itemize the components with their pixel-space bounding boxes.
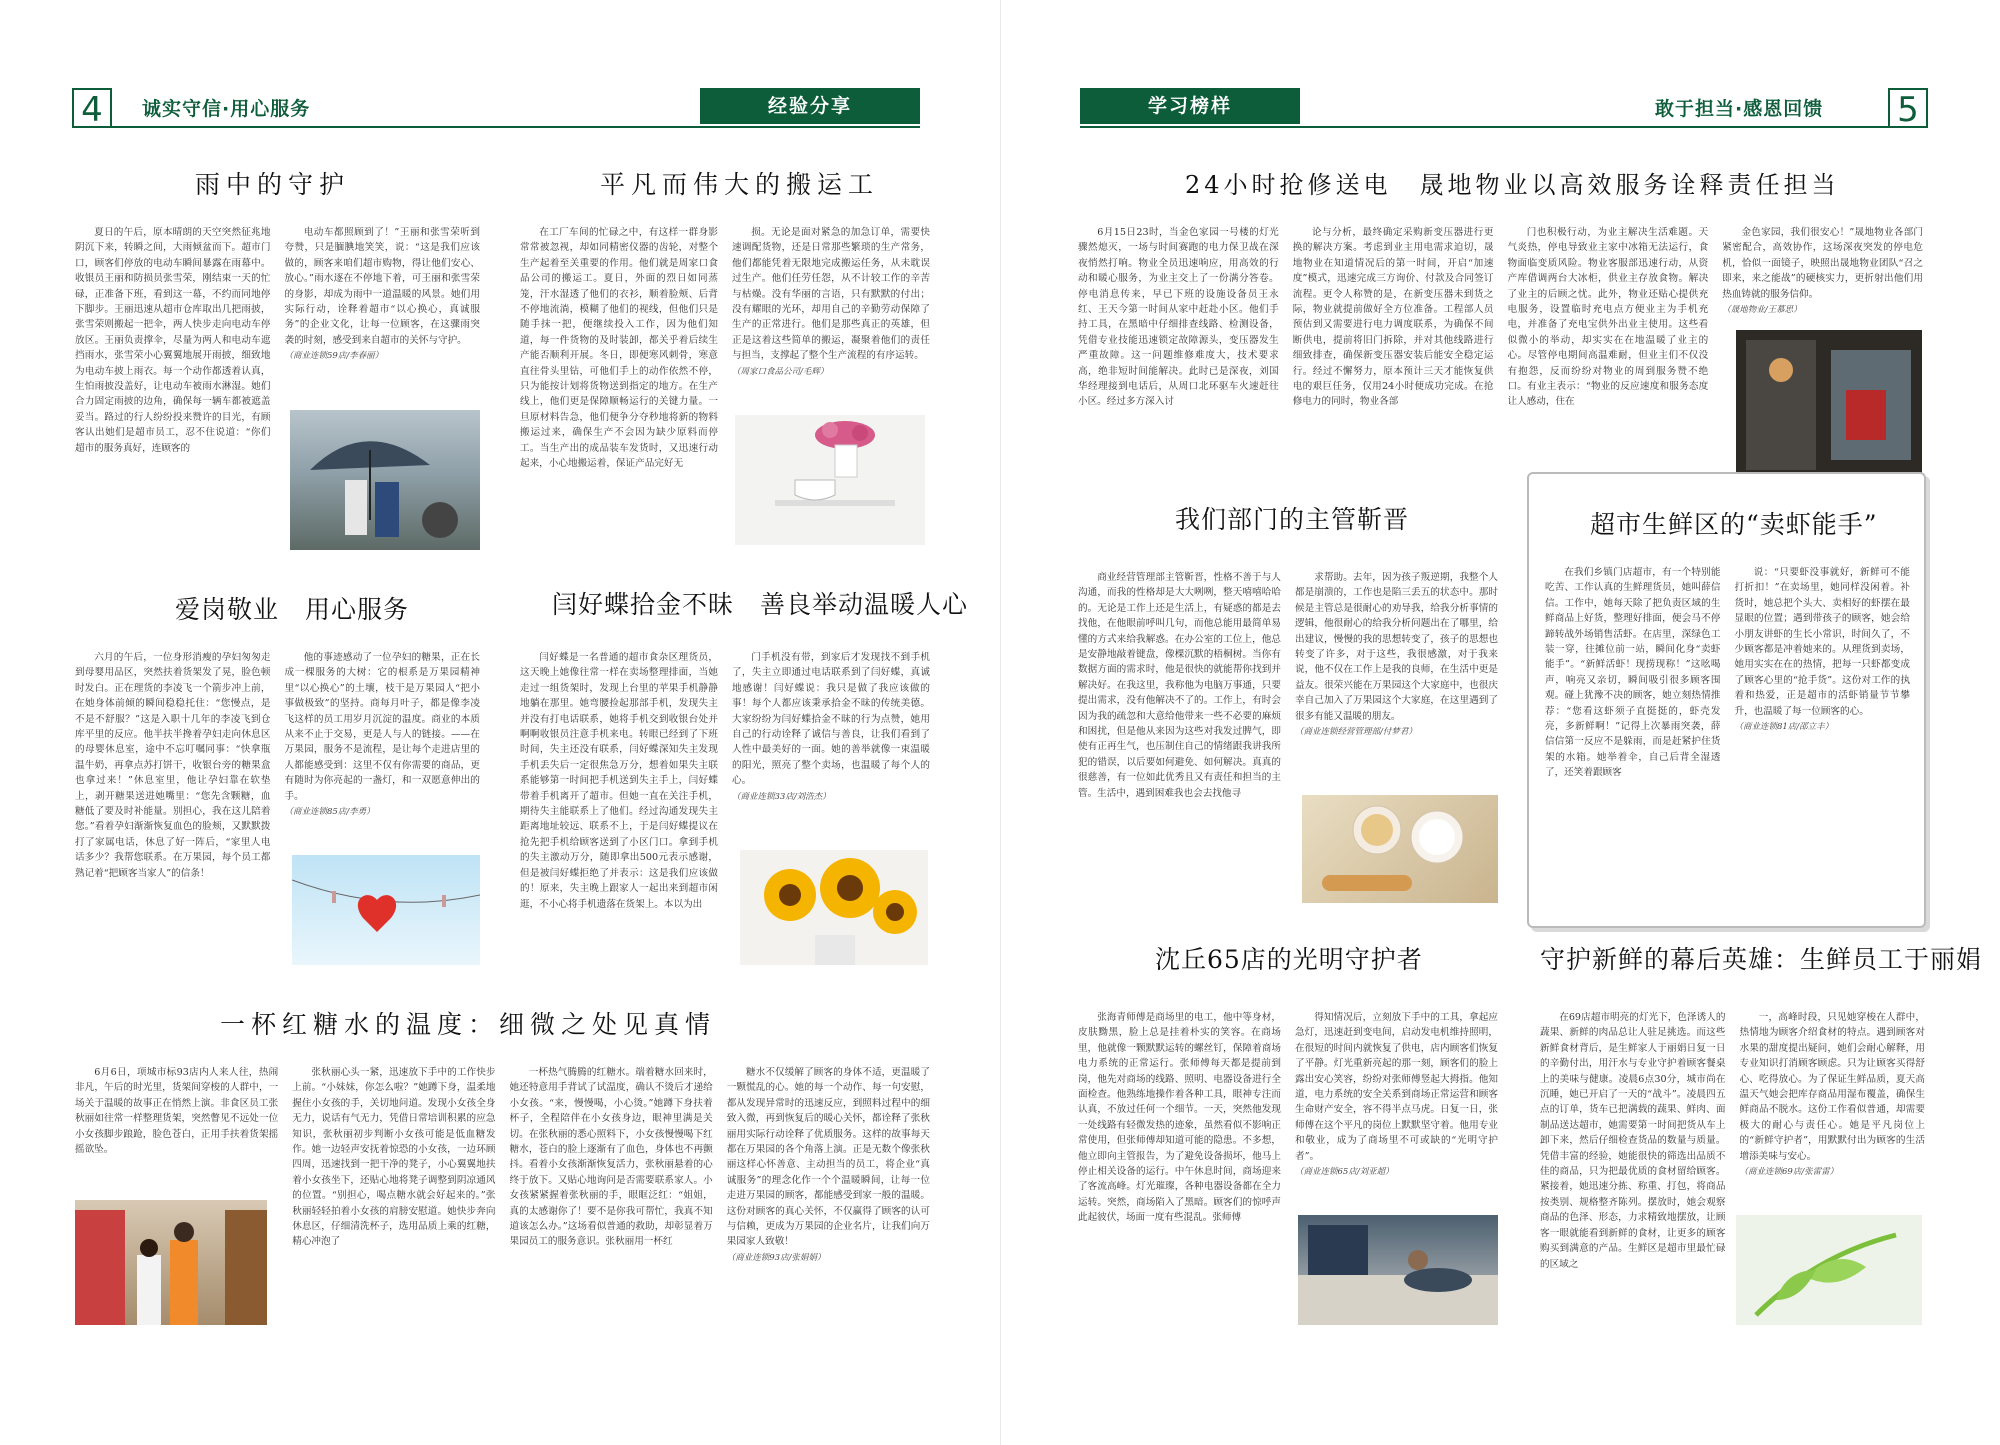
article-body — [1545, 565, 1910, 915]
article-column: 门也积极行动，为业主解决生活难题。天气炎热，停电导致业主家中冰箱无法运行，食物面临变质风险。物业客服部迅速行动，从资产库借调两台大冰柜，供业主存放食物。解决了业主的后顾之忧。此外，物业还贴心提供充电服务，设置临时充电点方便业主为手机充电，并准备了充电宝供外出业主使用。这些看似微小的举动，却实实在在地温暖了业主的心。尽管停电期间高温难耐，但业主们不仅没有抱怨，反而纷纷对物业的周到服务赞不绝口。有业主表示：“物业的反应速度和服务态度让人感动，住在 — [1507, 227, 1709, 408]
food-bowls-photo — [1302, 795, 1498, 903]
article-signature: （晟地物业/王慕思） — [1722, 305, 1802, 316]
article-signature: （商业连锁93店/张娟娟） — [726, 1252, 826, 1263]
header-rule — [112, 126, 920, 128]
article-title: 雨中的守护 — [195, 170, 351, 199]
article-column: 夏日的午后，原本晴朗的天空突然征兆地阴沉下来，转瞬之间，大雨倾盆而下。超市门口，顾客们停放的电动车瞬间暴露在雨幕中。收银员王丽和防损员张雪荣，刚结束一天的忙碌，正准备下班，看到这一幕，不约而同地停下脚步。王丽迅速从超市仓库取出几把雨披，张雪荣则搬起一把伞，两人快步走向电动车停放区。王丽负责撑伞，尽量为两人和电动车遮挡雨水，张雪荣小心翼翼地展开雨披，细致地为电动车披上雨衣。每一个动作都透着认真，生怕雨披没盖好，让电动车被雨水淋湿。她们合力固定雨披的边角，确保每一辆车都被遮盖妥当。路过的行人纷纷投来赞许的目光，有顾客认出她们是超市员工，忍不住说道：“你们超市的服务真好，连顾客的 — [75, 227, 271, 454]
article-signature: （商业连锁81店/邵立丰） — [1734, 722, 1834, 733]
article-column: 商业经营管理部主管靳晋，性格不善于与人沟通，而我的性格却是大大咧咧，整天嘻嘻哈哈的。无论是工作上还是生活上，有疑惑的都是去找他，在他眼前呼叫几句，而他总能用最简单易懂的方式来给我解惑。在办公室的工位上，他总是安静地敲着键盘，像棵沉默的梧桐树。当你有数据方面的需求时，他是很快的就能帮你找到并解决好。在我这里，我称他为电脑万事通，只要提出需求，没有他解决不了的。工作上，有时会因为我的疏忽和大意给他带来一些不必要的麻烦和困扰，但是他从来因为这些对我发过脾气，即使有正再生气，也压制住自己的情绪跟我讲我所犯的错误，以后要如何避免、如何解决。真真的很慈善，有一位如此优秀且又有责任和担当的主管。生活中，遇到困难我也会去找他寻 — [1078, 572, 1281, 799]
article-column: 在69店超市明亮的灯光下，色泽诱人的蔬果、新鲜的肉品总让人驻足挑选。而这些新鲜食材背后，是生鲜家人于丽娟日复一日的辛勤付出，用汗水与专业守护着顾客餐桌上的美味与健康。凌晨6点30分，城市尚在沉睡，她已开启了一天的“战斗”。凌晨四五点的订单，货车已把满载的蔬果、鲜肉、面制品送达超市，她需要第一时间把货从车上卸下来，然后仔细检查货品的数量与质量。凭借丰富的经验，她能很快的筛选出品质不佳的商品，只为把最优质的食材留给顾客。紧接着，她迅速分拣、称重、打包，将商品按类别、规格整齐陈列。摆放时，她会观察商品的色泽、形态，力求精致地摆放，让顾客一眼就能看到新鲜的食材，让更多的顾客购买到满意的产品。生鲜区是超市里最忙碌的区域之 — [1540, 1012, 1726, 1270]
article-column: 在工厂车间的忙碌之中，有这样一群身影常常被忽视，却如同精密仪器的齿轮，对整个生产起着至关重要的作用。他们就是周家口食品公司的搬运工。夏日，外面的烈日如同蒸笼，汗水湿透了他们的衣衫，顺着脸颊、后背不停地流淌，模糊了他们的视线，但他们只是随手抹一把，便继续投入工作，因为他们知道，每一件货物的及时装卸，都关乎着后续生产能否顺利开展。冬日，即便寒风刺骨，寒意直往骨头里钻，可他们手上的动作依然不停，只为能按计划将货物送到指定的地方。在生产线上，他们更是保障顺畅运行的关键力量。一旦原材料告急，他们便争分夺秒地将新的物料搬运过来，确保生产不会因为缺少原料而停工。当生产出的成品装车发货时，又迅速行动起来，小心地搬运着，保证产品完好无 — [520, 227, 718, 470]
article-column: 闫好蝶是一名普通的超市食杂区理货员，这天晚上她像往常一样在卖场整理排面，当她走过一组货架时，发现上台里的苹果手机静静地躺在那里。她弯腰捡起那部手机，发现失主并没有打电话联系，她将手机交到收银台处并啊啊收银员注意手机来电。转眼已经到了下班时间，失主还没有联系，闫好蝶深知失主发现手机丢失后一定很焦急万分，想着如果失主联系能够第一时间把手机送到失主手上，闫好蝶带着手机离开了超市。但她一直在关注手机，期待失主能联系上了他们。经过沟通发现失主距离地址较远、联系不上，于是闫好蝶提议在抢先把手机给顾客送到了小区门口。拿到手机的失主激动万分，随即拿出500元表示感谢，但是被闫好蝶拒绝了并表示：这是我们应该做的！原来，失主晚上跟家人一起出来到超市闲逛，不小心将手机遗落在货架上。本以为出 — [520, 652, 718, 910]
page-slogan: 诚实守信·用心服务 — [142, 98, 311, 120]
section-tag: 经验分享 — [700, 88, 920, 124]
article-column: 得知情况后，立刻放下手中的工具，拿起应急灯，迅速赶到变电间，启动发电机维持照明，在很短的时间内就恢复了供电，店内顾客们恢复了平静。灯光重新亮起的那一刻，顾客们的脸上露出安心笑容，纷纷对张师傅竖起大拇指。他知道，电力系统的安全关系到商场正常运营和顾客生命财产安全，容不得半点马虎。日复一日，张师傅在这个平凡的岗位上默默坚守着。他用专业和敬业，成为了商场里不可或缺的“光明守护者”。 （商业连锁65店/刘亚超） — [1295, 1012, 1498, 1178]
article-signature: （周家口食品公司/毛辉） — [732, 366, 829, 377]
article-column: 金色家园，我们很安心！”晟地物业各部门紧密配合，高效协作，这场深夜突发的停电危机，恰似一面镜子，映照出晟地物业团队“召之即来，来之能战”的硬核实力，更折射出他们用热血铸就的服务信仰。 （晟地物业/王慕思） — [1722, 227, 1923, 316]
green-sprout-photo — [1736, 1215, 1922, 1325]
article-title: 爱岗敬业 用心服务 — [175, 595, 410, 624]
article-column: 六月的午后，一位身形消瘦的孕妇匆匆走到母婴用品区，突然扶着货架发了晃，脸色顿时发白。正在理货的李凌飞一个箭步冲上前，在她身体前倾的瞬间稳稳托住：“您慢点，是不是不舒服？”这是入职十几年的李凌飞到仓库平里的反应。他半扶半搀着孕妇走向休息区的母婴休息室，途中不忘叮嘱同事：“快拿瓶温牛奶，再拿点苏打饼干，收银台旁的糖果盒也拿过来！”休息室里，他让孕妇靠在软垫上，剥开糖果送进她嘴里：“您先含颗糖，血糖低了要及时补能量。别担心，我在这儿陪着您。”看着孕妇渐渐恢复血色的脸颊，又默默拨打了家属电话，休息了好一阵后，“家里人电话多少？我帮您联系。在万果园，每个员工都熟记着“把顾客当家人”的信条！ — [75, 652, 271, 879]
article-title: 平凡而伟大的搬运工 — [600, 170, 880, 199]
article-signature: （商业连锁85店/李勇） — [284, 807, 375, 818]
article-column: 一杯热气腾腾的红糖水。端着糖水回来时，她还特意用手背试了试温度，确认不烫后才递给小女孩。“来，慢慢喝，小心烫。”她蹲下身扶着杯子，全程陪伴在小女孩身边，眼神里满是关切。在张秋丽的悉心照料下，小女孩慢慢喝下红糖水，苍白的脸上逐渐有了血色，身体也不再颤抖。看着小女孩渐渐恢复活力，张秋丽悬着的心终于放下。又贴心地询问是否需要联系家人。小女孩紧紧握着张秋丽的手，眼眶泛红：“姐姐，真的太感谢你了！要不是你我可帮忙，我真不知道该怎么办。”这场看似普通的救助，却彰显着万果园员工的服务意识。张秋丽用一杯红 — [509, 1067, 713, 1248]
page-number: 4 — [72, 88, 112, 128]
right-page — [1000, 0, 2000, 1445]
article-title: 超市生鲜区的“卖虾能手” — [1590, 510, 1878, 539]
article-column: 张秋丽心头一紧，迅速放下手中的工作快步上前。“小妹妹，你怎么啦？”她蹲下身，温柔地握住小女孩的手，关切地问道。发现小女孩全身无力，说话有气无力，凭借日常培训积累的应急知识，张秋丽初步判断小女孩可能是低血糖发作。她一边轻声安抚着惊恐的小女孩，一边环顾四周，迅速找到一把干净的凳子，小心翼翼地扶着小女孩坐下，还贴心地将凳子调整到阴凉通风的位置。“别担心，喝点糖水就会好起来的。”张秋丽轻轻拍着小女孩的肩膀安慰道。她快步奔向休息区，仔细清洗杯子，选用品质上乘的红糖，精心冲泡了 — [292, 1067, 496, 1248]
flower-cup-photo — [735, 415, 925, 545]
article-column: 6月6日，项城市标93店内人来人往，热闹非凡，午后的时光里，货架间穿梭的人群中，一场关于温暖的故事正在悄然上演。非食区员工张秋丽如往常一样整理货架，突然瞥见不远处一位小女孩脚步踉跄，脸色苍白，正用手扶着货架摇摇欲坠。 — [75, 1067, 279, 1156]
article-column: 损。无论是面对紧急的加急订单，需要快速调配货物，还是日常那些繁琐的生产常务，他们都能凭着无限地完成搬运任务，从未耽误过生产。他们任劳任怨，从不计较工作的辛苦与枯燥。没有华丽的言语，只有默默的付出；没有耀眼的光环，却用自己的辛勤劳动保障了生产的正常进行。他们是那些真正的英雄，但正是这着这些简单的搬运，凝聚着他们的责任与担当，支撑起了整个生产流程的有序运转。 （周家口食品公司/毛辉） — [732, 227, 930, 377]
article-signature: （商业连锁33店/刘浩杰） — [732, 791, 831, 802]
article-column: 6月15日23时，当金色家园一号楼的灯光骤然熄灭，一场与时间赛跑的电力保卫战在深夜悄然打响。物业全员迅速响应，用高效的行动和暖心服务，为业主交上了一份满分答卷。停电消息传来，早已下班的设施设备员王永红、王天今第一时间从家中赶赴小区。他们手持工具，在黑暗中仔细排查线路、检测设备，凭借专业技能迅速锁定故障源头，变压器发生严重故障。这一问题维修难度大，技术要求高，绝非短时间能解决。此时已是深夜，刘国华经理接到电话后，从周口北环驱车火速赶往小区。经过多方深入讨 — [1078, 227, 1279, 408]
article-column: 求帮助。去年，因为孩子叛逆期，我整个人都是崩溃的，工作也是陷三丢五的状态中。那时候是主管总是很耐心的劝导我，给我分析事情的逻辑，他很耐心的给我分析问题出在了哪里，给出建议，慢慢的我的思想转变了，孩子的思想也转变了许多，对于这些，我很感激，对于我来说，他不仅在工作上是我的良师，在生活中更是益友。很荣兴能在万果园这个大家庭中，也很庆幸自己加入了万果园这个大家庭，在这里遇到了很多有能又温暖的朋友。 （商业连锁经营管理部/付梦君） — [1295, 572, 1498, 738]
electrician-work-photo — [1298, 1215, 1498, 1325]
transformer-repair-photo — [1736, 330, 1922, 480]
article-title: 24小时抢修送电 晟地物业以高效服务诠释责任担当 — [1185, 171, 1840, 199]
page-number: 5 — [1888, 88, 1928, 128]
rain-umbrella-photo — [290, 410, 480, 550]
article-column: 门手机没有带，到家后才发现找不到手机了，失主立即通过电话联系到了闫好蝶，真诚地感谢！闫好蝶说：我只是做了我应该做的事！每个人都应该秉承拾金不昧的传统美德。大家纷纷为闫好蝶拾金不昧的行为点赞，她用自己的行动诠释了诚信与善良，让我们看到了人性中最美好的一面。她的善举就像一束温暖的阳光，照亮了整个卖场，也温暖了每个人的心。 （商业连锁33店/刘浩杰） — [732, 652, 930, 802]
article-signature: （商业连锁65店/刘亚超） — [1295, 1167, 1394, 1178]
article-column: 他的事迹感动了一位孕妇的糖果，正在长成一棵服务的大树：它的根系是万果园精神里“以心换心”的土壤，枝干是万果园人“把小事做极致”的坚持。商每月叶子，都是像李凌飞这样的员工用岁月沉淀的温度。商业的本质从来不止于交易，更是人与人的链接。——在万果园，服务不是流程，是让每个走进店里的人都能感受到：这里不仅有你需要的商品，更有随时为你亮起的一盏灯，和一双愿意伸出的手。 （商业连锁85店/李勇） — [284, 652, 480, 818]
article-signature: （商业连锁59店/李春丽） — [284, 351, 384, 362]
article-column: 一，高峰时段，只见她穿梭在人群中，热情地为顾客介绍食材的特点。遇到顾客对水果的甜度提出疑问，她们会耐心解释，用专业知识打消顾客顾虑。只为让顾客买得舒心、吃得放心。为了保证生鲜品质，夏天高温天气她会把库存商品用湿布覆盖，确保生鲜商品不脱水。这份工作看似普通，却需要极大的耐心与责任心。她是平凡岗位上的“新鲜守护者”，用默默付出为顾客的生活增添美味与安心。 （商业连锁69店/张雷雷） — [1739, 1012, 1925, 1178]
section-tag: 学习榜样 — [1080, 88, 1300, 124]
article-column: 张海青师傅是商场里的电工，他中等身材，皮肤黝黑，脸上总是挂着朴实的笑容。在商场里，他就像一颗默默运转的螺丝钉，保障着商场电力系统的正常运行。张师傅每天都是提前到岗，他先对商场的线路、照明、电器设备进行全面检查。他熟练地操作着各种工具，眼神专注而认真，不放过任何一个细节。一天，突然他发现一处线路有轻微发热的迹象，虽然看似不影响正常使用，但张师傅却知道可能的隐患。不多想，他立即向主管报告，为了避免设备损坏，他马上停止相关设备的运行。中午休息时间，商场迎来了客流高峰。灯光璀璨，各种电器设备都在全力运转。突然，商场陷入了黑暗。顾客们的惊呼声此起彼伏，场面一度有些混乱。张师傅 — [1078, 1012, 1281, 1224]
sunflower-photo — [740, 850, 928, 965]
article-column: 论与分析，最终确定采购新变压器进行更换的解决方案。考虑到业主用电需求迫切，晟地物业在知道情况后的第一时间，开启“加速度”模式，迅速完成三方询价、付款及合同签订流程。更令人称赞的是，在新变压器未到货之际，物业就提前做好全方位准备。工程部人员预估到又需要进行电力调度联系，为确保不间断供电，提前将旧门拆除，并对其他线路进行细致排查，确保新变压器安装后能安全稳定运行。经过不懈努力，原本预计三天才能恢复供电的艰巨任务，仅用24小时便成功完成。在抢修电力的同时，物业各部 — [1292, 227, 1494, 408]
article-column: 在我们乡镇门店超市，有一个特别能吃苦、工作认真的生鲜理货员，她叫薛信信。工作中，她每天除了把负责区域的生鲜商品上好货，整理好排面，便会马不停蹄转战外场销售活虾。在店里，深绿色工装一穿，往摊位前一站，瞬间化身“卖虾能手”。“新鲜活虾！现捞现称！”这吆喝声，响亮又亲切，瞬间吸引很多顾客围观。碰上犹豫不决的顾客，她立刻热情推荐：“您看这虾须子直挺挺的，虾壳发亮，多新鲜啊！”记得上次暴雨突袭，薛信信第一反应不是躲雨，而是赶紧护住货架的水箱。她举着伞，自己后背全湿透了，还笑着跟顾客 — [1545, 567, 1721, 779]
article-signature: （商业连锁经营管理部/付梦君） — [1295, 727, 1417, 738]
store-aisle-photo — [75, 1200, 267, 1325]
article-title: 一杯红糖水的温度：细微之处见真情 — [220, 1010, 717, 1039]
article-title: 闫好蝶拾金不昧 善良举动温暖人心 — [552, 590, 969, 619]
page-slogan: 敢于担当·感恩回馈 — [1655, 98, 1824, 120]
article-column: 糖水不仅缓解了顾客的身体不适，更温暖了一颗慌乱的心。她的每一个动作、每一句安慰，都从发现异常时的迅速反应，到照料过程中的细致入微，再到恢复后的暖心关怀，都诠释了张秋丽用实际行动诠释了优质服务。这样的故事每天都在万果园的各个角落上演。正是无数个像张秋丽这样心怀善意、主动担当的员工，将企业“真诚服务”的理念化作一个个温暖瞬间，让每一位走进万果园的顾客，都能感受到家一般的温暖。这份对顾客的真心关怀，不仅赢得了顾客的认可与信赖，更成为万果园的企业名片，让我们向万果园家人致敬！ （商业连锁93店/张娟娟） — [726, 1067, 930, 1263]
article-column: 说：“只要虾没事就好，新鲜可不能打折扣！”在卖场里，她同样没闲着。补货时，她总把个头大、卖相好的虾摆在最显眼的位置；遇到带孩子的顾客，她会给小朋友讲虾的生长小常识，时间久了，不少顾客都是冲着她来的。从理货到卖场，她用实实在在的热情，把每一只虾都变成了顾客心里的“抢手货”。这份对工作的执着和热爱，正是超市的活虾销量节节攀升，也温暖了每一位顾客的心。 （商业连锁81店/邵立丰） — [1734, 567, 1910, 733]
article-signature: （商业连锁69店/张雷雷） — [1739, 1167, 1839, 1178]
article-title: 守护新鲜的幕后英雄：生鲜员工于丽娟 — [1540, 945, 1983, 974]
article-title: 沈丘65店的光明守护者 — [1155, 945, 1423, 974]
heart-clothesline-photo — [292, 855, 480, 965]
article-column: 电动车都照顾到了！”王丽和张雪荣听到夸赞，只是腼腆地笑笑，说：“这是我们应该做的，顾客来咱们超市购物，得让他们安心、放心。”雨水逐在不停地下着，可王丽和张雪荣的身影，却成为雨中一道温暖的风景。她们用实际行动，诠释着超市“以心换心，真诚服务”的企业文化，让每一位顾客，在这骤雨突袭的时刻，感受到来自超市的关怀与守护。 （商业连锁59店/李春丽） — [284, 227, 480, 362]
article-title: 我们部门的主管靳晋 — [1175, 505, 1410, 534]
header-rule — [1080, 126, 1888, 128]
